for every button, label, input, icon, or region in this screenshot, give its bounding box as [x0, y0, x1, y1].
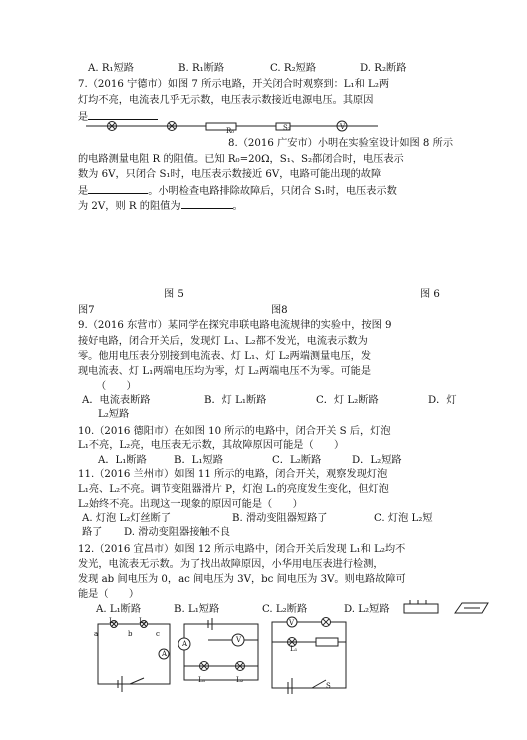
- q12-line2: 发光，电流表无示数。为了找出故障原因，小华用电压表进行检测，: [78, 559, 384, 570]
- q9-line5: （ ）: [96, 381, 137, 392]
- q11-option-c-cont: 路了: [82, 527, 103, 538]
- q12-option-d: D. L₂短路: [344, 604, 390, 615]
- q12-line3: 发现 ab 间电压为 0，ac 间电压为 3V，bc 间电压为 3V。则电路故障可: [78, 574, 406, 585]
- q12-option-a: A. L₁断路: [96, 604, 142, 615]
- circuit-fig11: [268, 616, 350, 694]
- fig6-label: 图 6: [420, 289, 440, 300]
- fig8-label: 图8: [271, 305, 288, 316]
- q9-option-d: D．灯: [428, 395, 457, 406]
- q7-line2: 灯均不亮，电流表几乎无示数，电压表示数接近电源电压。其原因: [78, 95, 374, 106]
- label-l1-fig9: L₁: [109, 617, 117, 625]
- q12-line4: 能是（ ）: [78, 589, 140, 600]
- q12-line1: 12.（2016 宜昌市）如图 12 所示电路中，闭合开关后发现 L₁和 L₂均不: [78, 544, 406, 555]
- q11-line1: 11.（2016 兰州市）如图 11 所示的电路，闭合开关，观察发现灯泡: [78, 469, 388, 480]
- q8-line5: 为 2V，则 R 的阻值为 。: [78, 201, 243, 212]
- label-point-b: b: [128, 630, 133, 638]
- label-voltmeter-fig10: V: [236, 636, 242, 644]
- label-ammeter-fig10: A: [182, 640, 188, 648]
- q10-line1: 10.（2016 德阳市）在如图 10 所示的电路中，闭合开关 S 后，灯泡: [78, 426, 391, 437]
- q8-line1: 8.（2016 广安市）小明在实验室设计如图 8 所示: [228, 138, 454, 149]
- option-d: D. R₂断路: [360, 63, 407, 74]
- label-l1-fig11: L₁: [290, 645, 298, 653]
- q11-option-b: B. 滑动变阻器短路了: [232, 513, 328, 524]
- option-c: C. R₂短路: [270, 63, 317, 74]
- label-ammeter-fig9: A: [162, 650, 168, 658]
- q11-option-c: C. 灯泡 L₂短: [374, 513, 433, 524]
- q10-option-c: C．L₂断路: [272, 455, 322, 466]
- label-l1-fig10: L₁: [198, 676, 206, 684]
- q9-line2: 接好电路，闭合开关后，发现灯 L₁、L₂都不发光，电流表示数为: [78, 336, 368, 347]
- q12-option-b: B. L₁短路: [174, 604, 220, 615]
- q11-line3: L₂始终不亮。出现这一现象的原因可能是（ ）: [78, 499, 303, 510]
- option-a: A. R₁短路: [88, 63, 134, 74]
- label-point-c: c: [156, 630, 160, 638]
- label-l2-fig9: L₂: [139, 617, 147, 625]
- device-sketch-right: [452, 598, 492, 616]
- fig7-label: 图7: [78, 305, 95, 316]
- q7-line3: 是: [78, 110, 158, 124]
- option-b: B. R₁断路: [178, 63, 225, 74]
- fig5-label: 图 5: [164, 289, 184, 300]
- q9-option-c: C．灯 L₂断路: [316, 395, 379, 406]
- q11-option-d: D. 滑动变阻器接触不良: [124, 527, 230, 538]
- q8-resistance-blank[interactable]: [181, 199, 233, 209]
- label-s2: S₂: [283, 124, 291, 132]
- q9-option-d-cont: L₂短路: [98, 409, 130, 420]
- q9-line4: 现电流表、灯 L₁两端电压均为零，灯 L₂两端电压不为零。可能是: [78, 366, 372, 377]
- q10-option-d: D．L₂短路: [352, 455, 402, 466]
- label-r0: R₀: [226, 127, 235, 135]
- q10-option-b: B．L₁短路: [174, 455, 223, 466]
- q12-option-c: C. L₂断路: [262, 604, 308, 615]
- q8-fault-blank[interactable]: [88, 184, 148, 194]
- label-voltmeter-fig11: V: [289, 619, 295, 627]
- q9-option-a: A．电流表断路: [82, 395, 151, 406]
- q8-line4: 是 。小明检查电路排除故障后，只闭合 S₁时，电压表示数: [78, 186, 397, 197]
- q9-line3: 零。他用电压表分别接到电流表、灯 L₁、灯 L₂两端测量电压，发: [78, 351, 372, 362]
- device-sketch-left: [402, 598, 442, 616]
- q11-line2: L₁亮、L₂不亮。调节变阻器滑片 P，灯泡 L₁的亮度发生变化，但灯泡: [78, 484, 389, 495]
- label-v: V: [340, 123, 346, 131]
- label-point-a: a: [94, 630, 99, 638]
- q8-line3: 数为 6V，只闭合 S₁时，电压表示数接近 6V，电路可能出现的故障: [78, 169, 382, 180]
- label-switch-fig11: S: [326, 682, 331, 690]
- label-l2-fig10: L₂: [236, 676, 244, 684]
- q11-option-a: A. 灯泡 L₂灯丝断了: [82, 513, 172, 524]
- q7-line1: 7.（2016 宁德市）如图 7 所示电路，开关闭合时观察到：L₁和 L₂两: [78, 79, 390, 90]
- q9-option-b: B．灯 L₁断路: [204, 395, 267, 406]
- q10-line2: L₁不亮，L₂亮，电压表无示数，其故障原因可能是（ ）: [78, 440, 345, 451]
- q10-option-a: A．L₁断路: [98, 455, 147, 466]
- circuit-fig10: [178, 618, 264, 694]
- q9-line1: 9.（2016 东营市）某同学在探究串联电路电流规律的实验中，按图 9: [78, 320, 392, 331]
- q8-line2: 的电路测量电阻 R 的阻值。已知 R₀=20Ω，S₁、S₂都闭合时，电压表示: [78, 154, 404, 165]
